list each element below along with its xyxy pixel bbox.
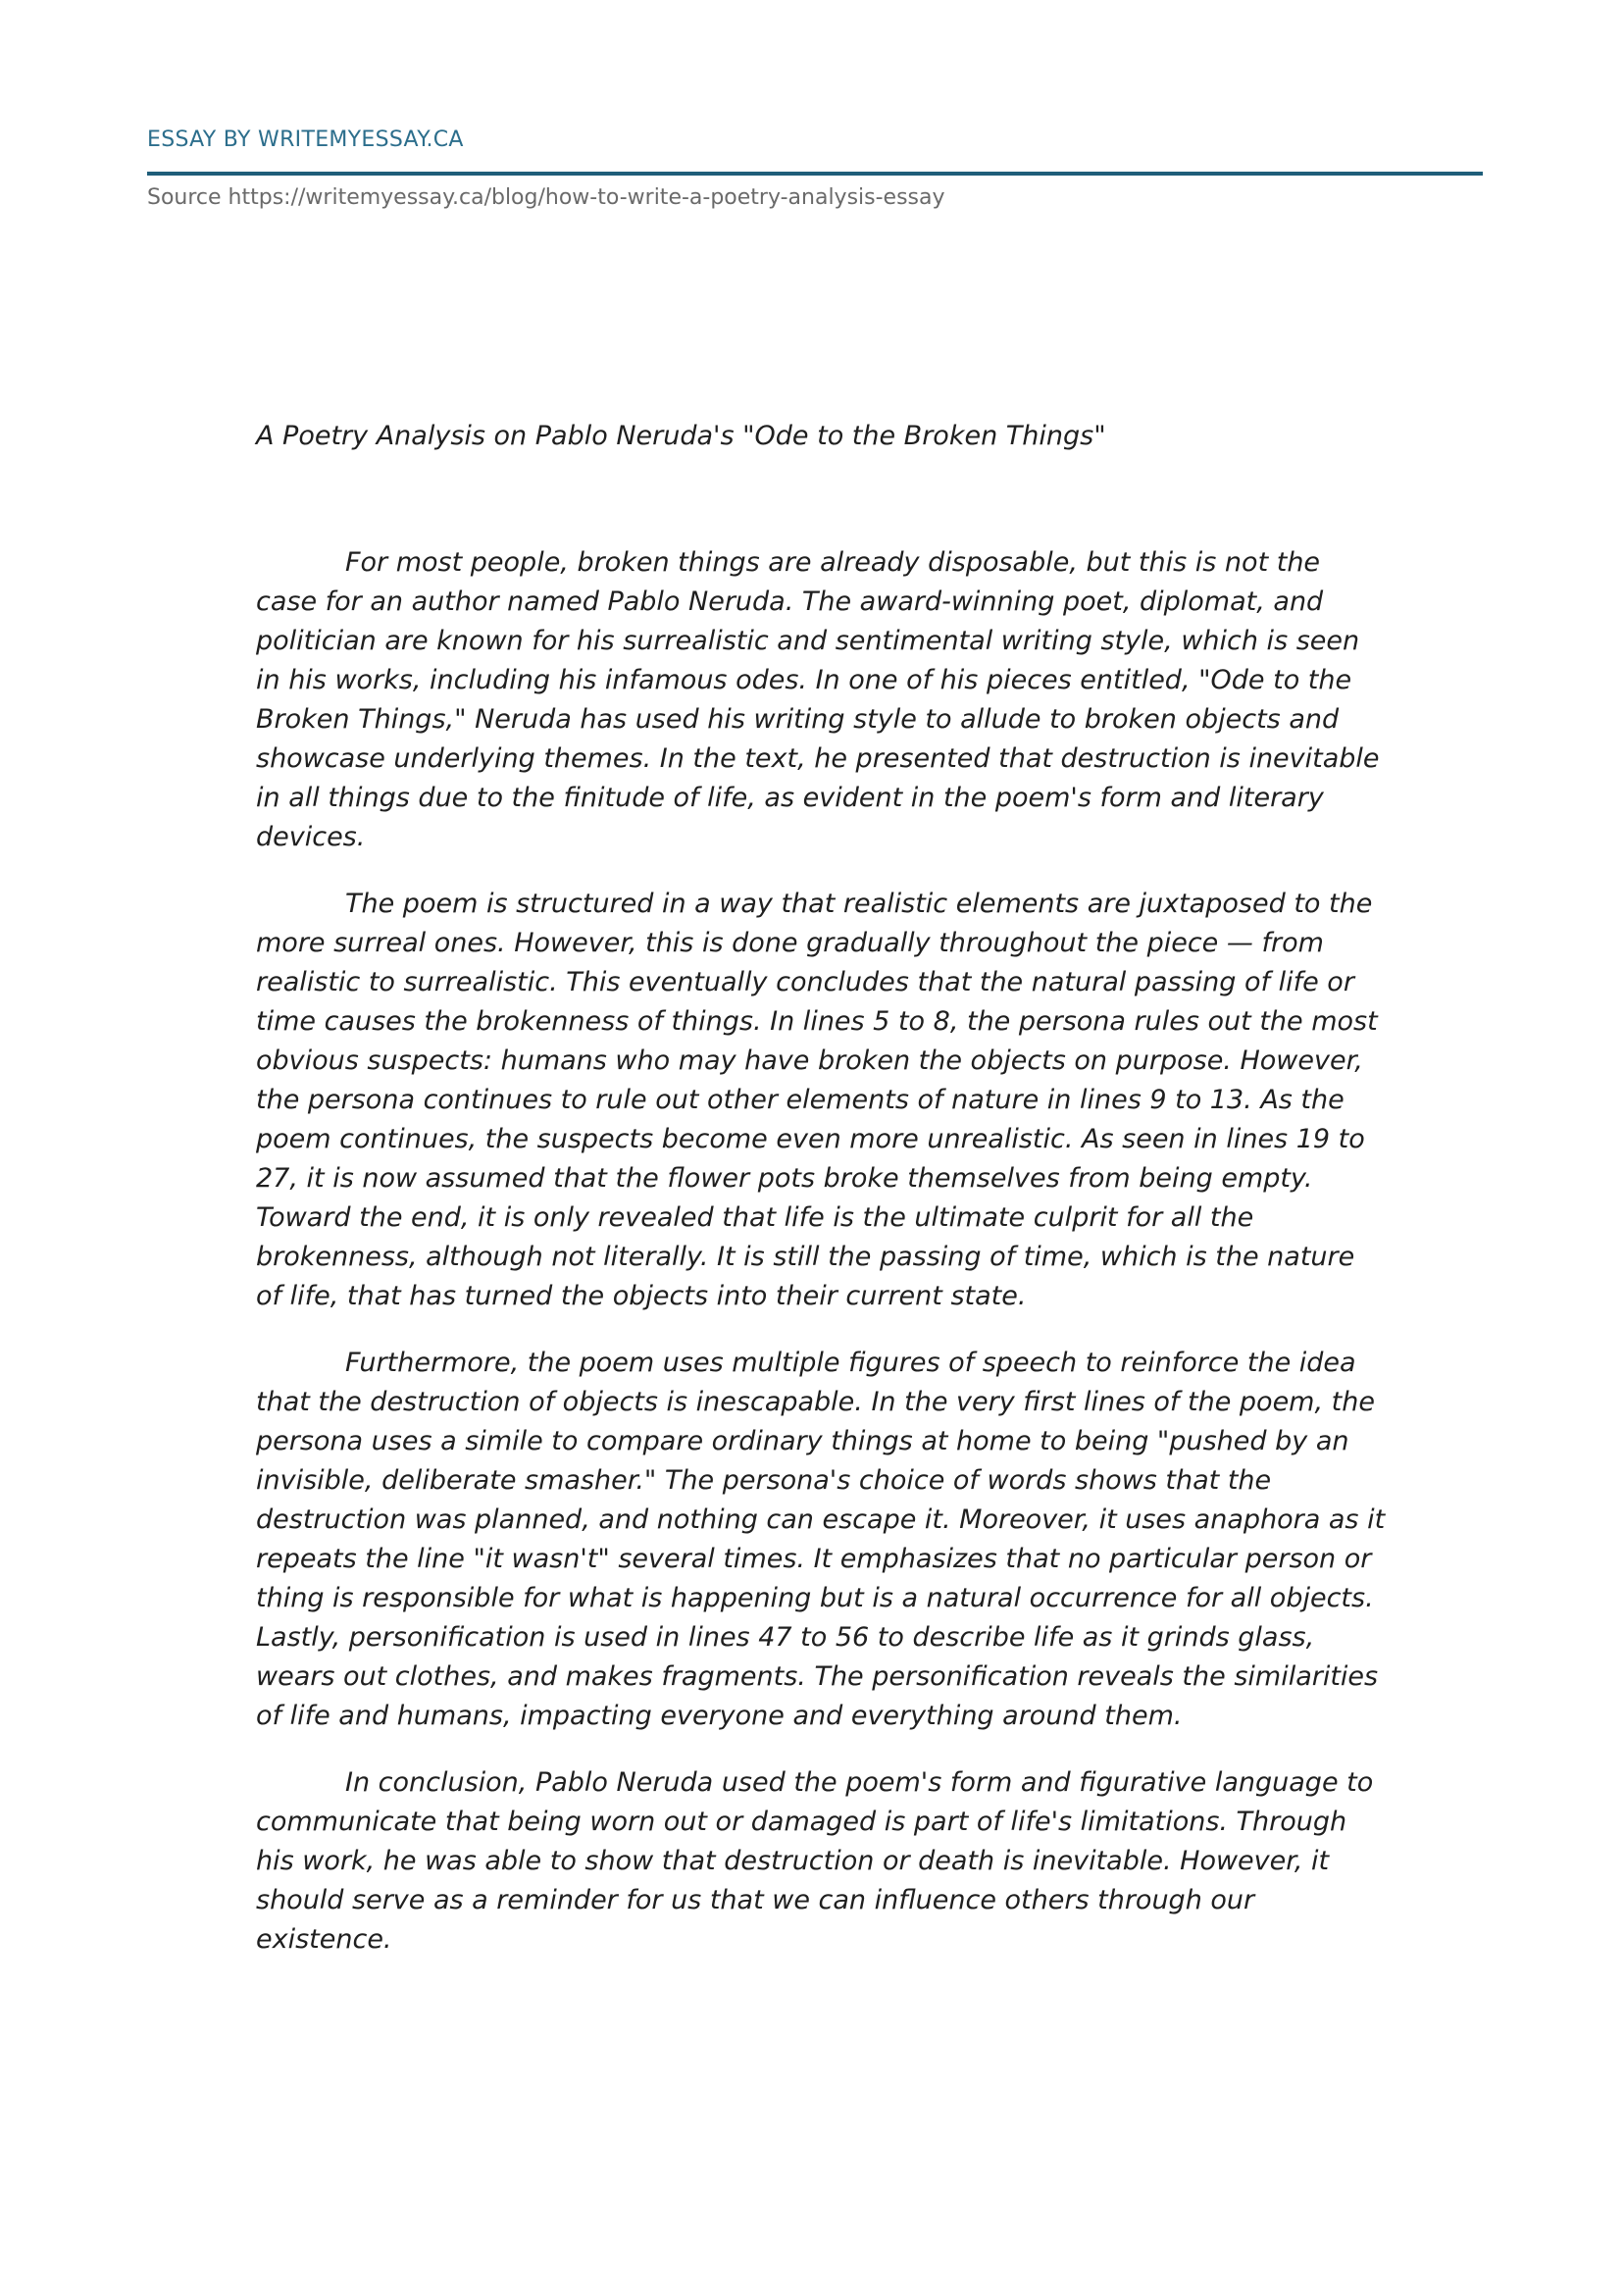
page-header [147, 126, 1483, 213]
essay-title: A Poetry Analysis on Pablo Neruda's "Ode to the Broken Things" [256, 421, 1106, 451]
source-line: Source https://writemyessay.ca/blog/how-to-write-a-poetry-analysis-essay [147, 185, 945, 210]
essay-paragraph: The poem is structured in a way that realistic elements are juxtaposed to the more surreal ones. However, this is done gradually throughout the piece — from realistic to surrealistic. This eventually concludes that the natural passing of life or time causes the brokenness of things. In lines 5 to 8, the persona rules out the most obvious suspects: humans who may have broken the objects on purpose. However, the persona continues to rule out other elements of nature in lines 9 to 13. As the poem continues, the suspects become even more unrealistic. As seen in lines 19 to 27, it is now assumed that the flower pots broke themselves from being empty. Toward the end, it is only revealed that life is the ultimate culprit for all the brokenness, although not literally. It is still the passing of time, which is the nature of life, that has turned the objects into their current state. [256, 889, 1378, 1311]
essay-paragraph: In conclusion, Pablo Neruda used the poem's form and figurative language to communicate that being worn out or damaged is part of life's limitations. Through his work, he was able to show that destruction or death is inevitable. However, it should serve as a reminder for us that we can influence others through our existence. [256, 1767, 1374, 1955]
essay-body [256, 417, 1386, 1987]
essay-paragraph: Furthermore, the poem uses multiple figures of speech to reinforce the idea that the destruction of objects is inescapable. In the very first lines of the poem, the persona uses a simile to compare ordinary things at home to being "pushed by an invisible, deliberate smasher." The persona's choice of words shows that the destruction was planned, and nothing can escape it. Moreover, it uses anaphora as it repeats the line "it wasn't" several times. It emphasizes that no particular person or thing is responsible for what is happening but is a natural occurrence for all objects. Lastly, personification is used in lines 47 to 56 to describe life as it grinds glass, wears out clothes, and makes fragments. The personification reveals the similarities of life and humans, impacting everyone and everything around them. [256, 1348, 1386, 1731]
essay-paragraph: For most people, broken things are already disposable, but this is not the case for an author named Pablo Neruda. The award-winning poet, diplomat, and politician are known for his surrealistic and sentimental writing style, which is seen in his works, including his infamous odes. In one of his pieces entitled, "Ode to the Broken Things," Neruda has used his writing style to allude to broken objects and showcase underlying themes. In the text, he presented that destruction is inevitable in all things due to the finitude of life, as evident in the poem's form and literary devices. [256, 547, 1380, 852]
brand-title: ESSAY BY WRITEMYESSAY.CA [147, 127, 464, 152]
header-divider [147, 172, 1483, 176]
